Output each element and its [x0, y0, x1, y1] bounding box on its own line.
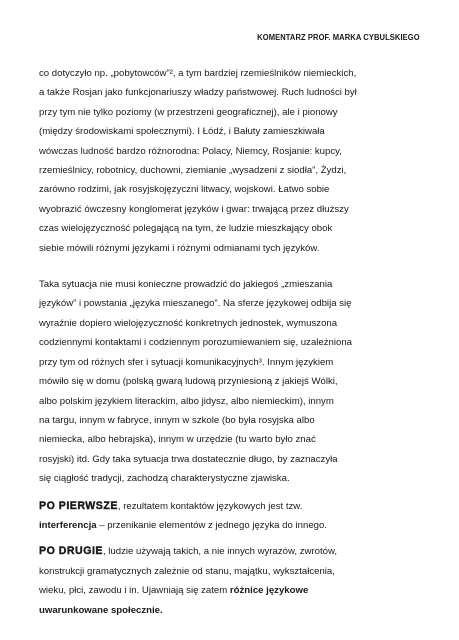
paragraph-line: (między środowiskami społecznymi). I Łódź, i Bałuty zamieszkiwała: [39, 126, 325, 138]
paragraph-2: [39, 275, 431, 488]
text-run: – przenikanie elementów z jednego języka do innego.: [96, 519, 327, 531]
paragraph-line: mówiło się w domu (polską gwarą ludową przyniesioną z jakiejś Wólki,: [39, 376, 338, 388]
paragraph-line: wyobrazić ówczesny konglomerat języków i gwar: trwającą przez dłuższy: [39, 203, 349, 215]
commentary-body: [39, 64, 431, 620]
paragraph-line: na targu, innym w fabryce, innym w szkole (bo była rosyjska albo: [39, 414, 315, 426]
paragraph-1: [39, 64, 431, 258]
text-run: wieku, płci, zawodu i in. Ujawniają się zatem: [39, 585, 230, 597]
paragraph-line: niemiecka, albo hebrajska), innym w urzędzie (tu warto było znać: [39, 434, 316, 446]
paragraph-line: uwarunkowane społecznie.: [39, 604, 163, 616]
paragraph-line: wówczas ludność bardzo różnorodna: Polacy, Niemcy, Rosjanie: kupcy,: [39, 145, 342, 157]
text-run: , ludzie używają takich, a nie innych wyrazów, zwrotów,: [102, 546, 338, 558]
paragraph-line: co dotyczyło np. „pobytowców”², a tym bardziej rzemieślników niemieckich,: [39, 68, 357, 79]
paragraph-line: Taka sytuacja nie musi konieczne prowadzić do jakiegoś „zmieszania: [39, 279, 333, 291]
paragraph-line: zarówno rodzimi, jak rosyjskojęzyczni litwacy, wojskowi. Łatwo sobie: [39, 184, 330, 196]
paragraph-line: albo polskim językiem literackim, albo jidysz, albo niemieckim), innym: [39, 395, 334, 407]
paragraph-line: [39, 581, 431, 600]
point-lead-label: PO PIERWSZE: [39, 499, 118, 512]
point-lead-label: PO DRUGIE: [39, 545, 103, 558]
paragraph-line: rzemieślnicy, robotnicy, duchowni, ziemianie „wysadzeni z siodła”, Żydzi,: [39, 165, 347, 177]
paragraph-3-first-point: [39, 497, 431, 536]
paragraph-line: a także Rosjan jako funkcjonariuszy władzy państwowej. Ruch ludności był: [39, 87, 357, 99]
paragraph-line: wyraźnie dopiero wielojęzyczność konkretnych jednostek, wymuszona: [39, 317, 338, 329]
emphasized-term: interferencja: [39, 519, 97, 531]
paragraph-line: przy tym nie tylko poziomy (w przestrzeni geograficznej), ale i pionowy: [39, 106, 338, 118]
paragraph-line: [39, 497, 431, 516]
paragraph-line: języków” i powstania „języka mieszanego”. Na sferze językowej odbija się: [39, 298, 352, 310]
paragraph-line: się ciągłość tradycji, zachodzą charakterystyczne zjawiska.: [39, 473, 290, 485]
paragraph-4-second-point: [39, 542, 431, 620]
paragraph-line: [39, 516, 431, 535]
page-header-title: KOMENTARZ PROF. MARKA CYBULSKIEGO: [257, 32, 420, 42]
emphasized-term: różnice językowe: [229, 585, 309, 597]
paragraph-line: rosyjski) itd. Gdy taka sytuacja trwa dostatecznie długo, by zaznaczyła: [39, 453, 338, 465]
text-run: , rezultatem kontaktów językowych jest tzw.: [117, 500, 303, 512]
paragraph-line: konstrukcji gramatycznych zależnie od stanu, majątku, wykształcenia,: [39, 565, 335, 577]
paragraph-line: [39, 542, 431, 561]
paragraph-line: codziennymi kontaktami i codziennym porozumiewaniem się, uzależniona: [39, 337, 353, 349]
paragraph-line: siebie mówili różnymi językami i różnymi odmianami tych języków.: [39, 242, 320, 254]
paragraph-line: czas wielojęzyczność polegającą na tym, że ludzie mieszkający obok: [39, 223, 333, 235]
paragraph-line: przy tym od różnych sfer i sytuacji komunikacyjnych³. Innym językiem: [39, 356, 334, 368]
